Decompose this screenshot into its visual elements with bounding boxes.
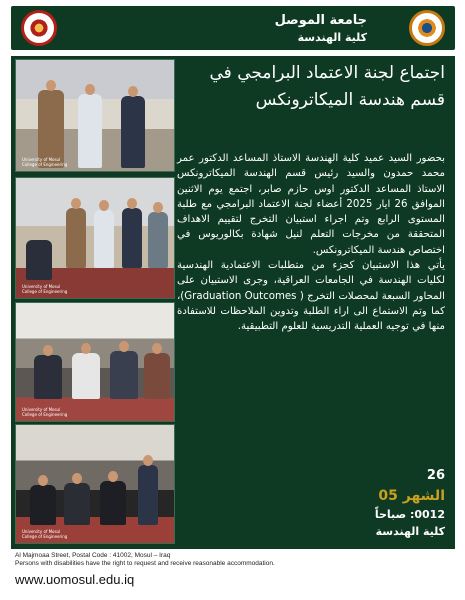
college-name: كلية الهندسة bbox=[297, 31, 367, 44]
event-description bbox=[177, 151, 445, 335]
photo-caption: University of Mosul College of Engineering bbox=[22, 157, 68, 167]
description-paragraph-2: يأتي هذا الاستبيان كجزء من متطلبات الاعتمادية الهندسية لكليات الهندسة في الجامعات العراقية، وجرى الاستبيان على المحاور السبعة لمحصلات التخرج ( Graduation Outcomes)، كما وتم الاستماع الى اراء الطلبة وتدوين الملاحظات للاستفادة منها في توجيه العملية التدريسية للعلوم التطبيقية. bbox=[177, 260, 445, 333]
event-info bbox=[245, 466, 445, 540]
event-photo-1 bbox=[15, 59, 175, 172]
website-link[interactable]: www.uomosul.edu.iq bbox=[15, 572, 135, 587]
photo-caption: University of Mosul College of Engineering bbox=[22, 407, 68, 417]
event-place: كلية الهندسة bbox=[375, 525, 445, 538]
event-month: الشهر 05 bbox=[378, 488, 445, 504]
event-photo-3 bbox=[15, 302, 175, 422]
photo-caption: University of Mosul College of Engineering bbox=[22, 284, 68, 294]
university-seal-icon bbox=[409, 10, 445, 46]
event-title: اجتماع لجنة الاعتماد البرامجي في قسم هندسة الميكاترونكس bbox=[209, 63, 445, 110]
description-paragraph-1: بحضور السيد عميد كلية الهندسة الاستاذ المساعد الدكتور عمر محمد حمدون والسيد رئيس قسم الهندسة الميكاترونكس الاستاذ المساعد الدكتور اوس حازم صابر، اجتمع يوم الاثنين الموافق 26 ايار 2025 أعضاء لجنة الاعتماد البرامجي مع طلبة المستوى الرابع وتم اجراء استبيان التخرج لتقييم الاهداف المتحققة من مخرجات التعلم لنيل شهادة بكالوريوس في اختصاص هندسة الميكاترونكس. bbox=[177, 153, 445, 256]
header-bar bbox=[11, 6, 455, 50]
news-panel bbox=[11, 56, 455, 549]
university-name: جامعة الموصل bbox=[274, 13, 367, 28]
institution-title bbox=[275, 12, 367, 46]
footer bbox=[15, 552, 455, 589]
event-photo-2 bbox=[15, 177, 175, 299]
accessibility-note: Persons with disabilities have the right to request and receive reasonable accommodation. bbox=[15, 560, 275, 567]
footer-address: Al Majmoaa Street, Postal Code : 41002, Mosul – Iraq bbox=[15, 552, 171, 559]
photo-caption: University of Mosul College of Engineering bbox=[22, 529, 68, 539]
event-photo-4 bbox=[15, 424, 175, 544]
event-day: 26 bbox=[426, 468, 445, 483]
college-seal-icon bbox=[21, 10, 57, 46]
event-time: 0012: صباحاً bbox=[374, 508, 445, 521]
